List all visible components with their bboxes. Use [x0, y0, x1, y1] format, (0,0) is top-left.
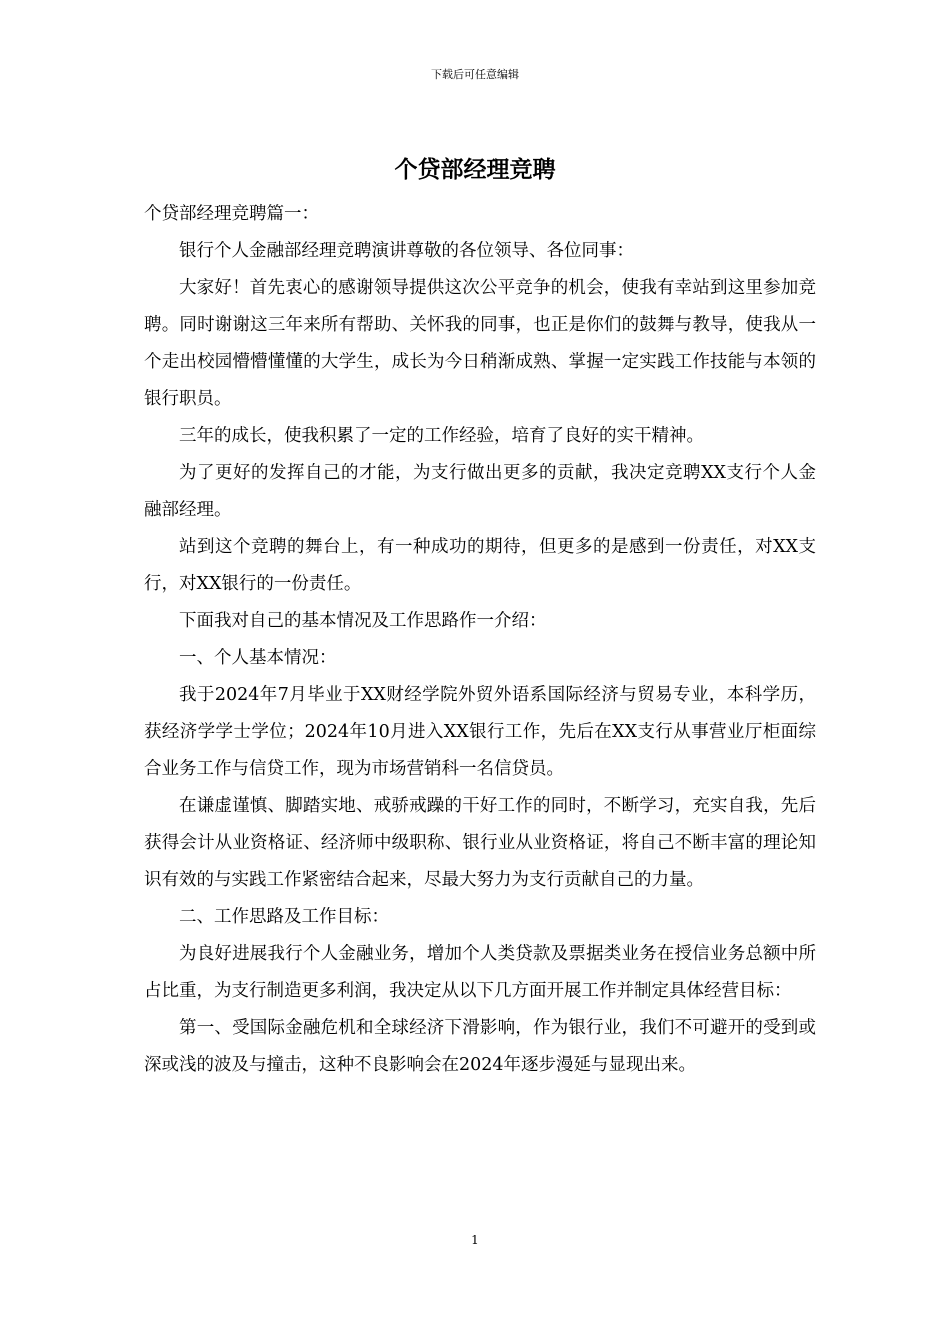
subheading: 二、工作思路及工作目标： — [179, 907, 389, 927]
paragraph: 三年的成长，使我积累了一定的工作经验，培育了良好的实干精神。 — [179, 426, 704, 446]
paragraph: 大家好！首先衷心的感谢领导提供这次公平竞争的机会，使我有幸站到这里参加竞聘。同时谢谢这三年来所有帮助、关怀我的同事，也正是你们的鼓舞与教导，使我从一个走出校园懵懵懂懂的大学生，成长为今日稍渐成熟、掌握一定实践工作技能与本领的银行职员。 — [144, 278, 816, 409]
paragraph: 为了更好的发挥自己的才能，为支行做出更多的贡献，我决定竞聘XX支行个人金融部经理。 — [144, 463, 816, 520]
document-title: 个贷部经理竞聘 — [394, 156, 556, 183]
paragraph: 下面我对自己的基本情况及工作思路作一介绍： — [179, 611, 547, 631]
subheading: 一、个人基本情况： — [179, 648, 337, 668]
paragraph: 我于2024年7月毕业于XX财经学院外贸外语系国际经济与贸易专业，本科学历，获经济学学士学位；2024年10月进入XX银行工作，先后在XX支行从事营业厅柜面综合业务工作与信贷工作，现为市场营销科一名信贷员。 — [144, 685, 816, 779]
paragraph: 站到这个竞聘的舞台上，有一种成功的期待，但更多的是感到一份责任，对XX支行，对XX银行的一份责任。 — [144, 537, 816, 594]
paragraph: 银行个人金融部经理竞聘演讲尊敬的各位领导、各位同事： — [179, 241, 634, 261]
paragraph: 为良好进展我行个人金融业务，增加个人类贷款及票据类业务在授信业务总额中所占比重，为支行制造更多利润，我决定从以下几方面开展工作并制定具体经营目标： — [144, 944, 816, 1001]
section-heading: 个贷部经理竞聘篇一： — [144, 204, 319, 224]
paragraph: 在谦虚谨慎、脚踏实地、戒骄戒躁的干好工作的同时，不断学习，充实自我，先后获得会计从业资格证、经济师中级职称、银行业从业资格证，将自己不断丰富的理论知识有效的与实践工作紧密结合起来，尽最大努力为支行贡献自己的力量。 — [144, 796, 816, 890]
paragraph: 第一、受国际金融危机和全球经济下滑影响，作为银行业，我们不可避开的受到或深或浅的波及与撞击，这种不良影响会在2024年逐步漫延与显现出来。 — [144, 1018, 816, 1075]
header-note: 下载后可任意编辑 — [431, 68, 519, 81]
document-body — [144, 196, 816, 1084]
page-number: 1 — [471, 1233, 479, 1247]
